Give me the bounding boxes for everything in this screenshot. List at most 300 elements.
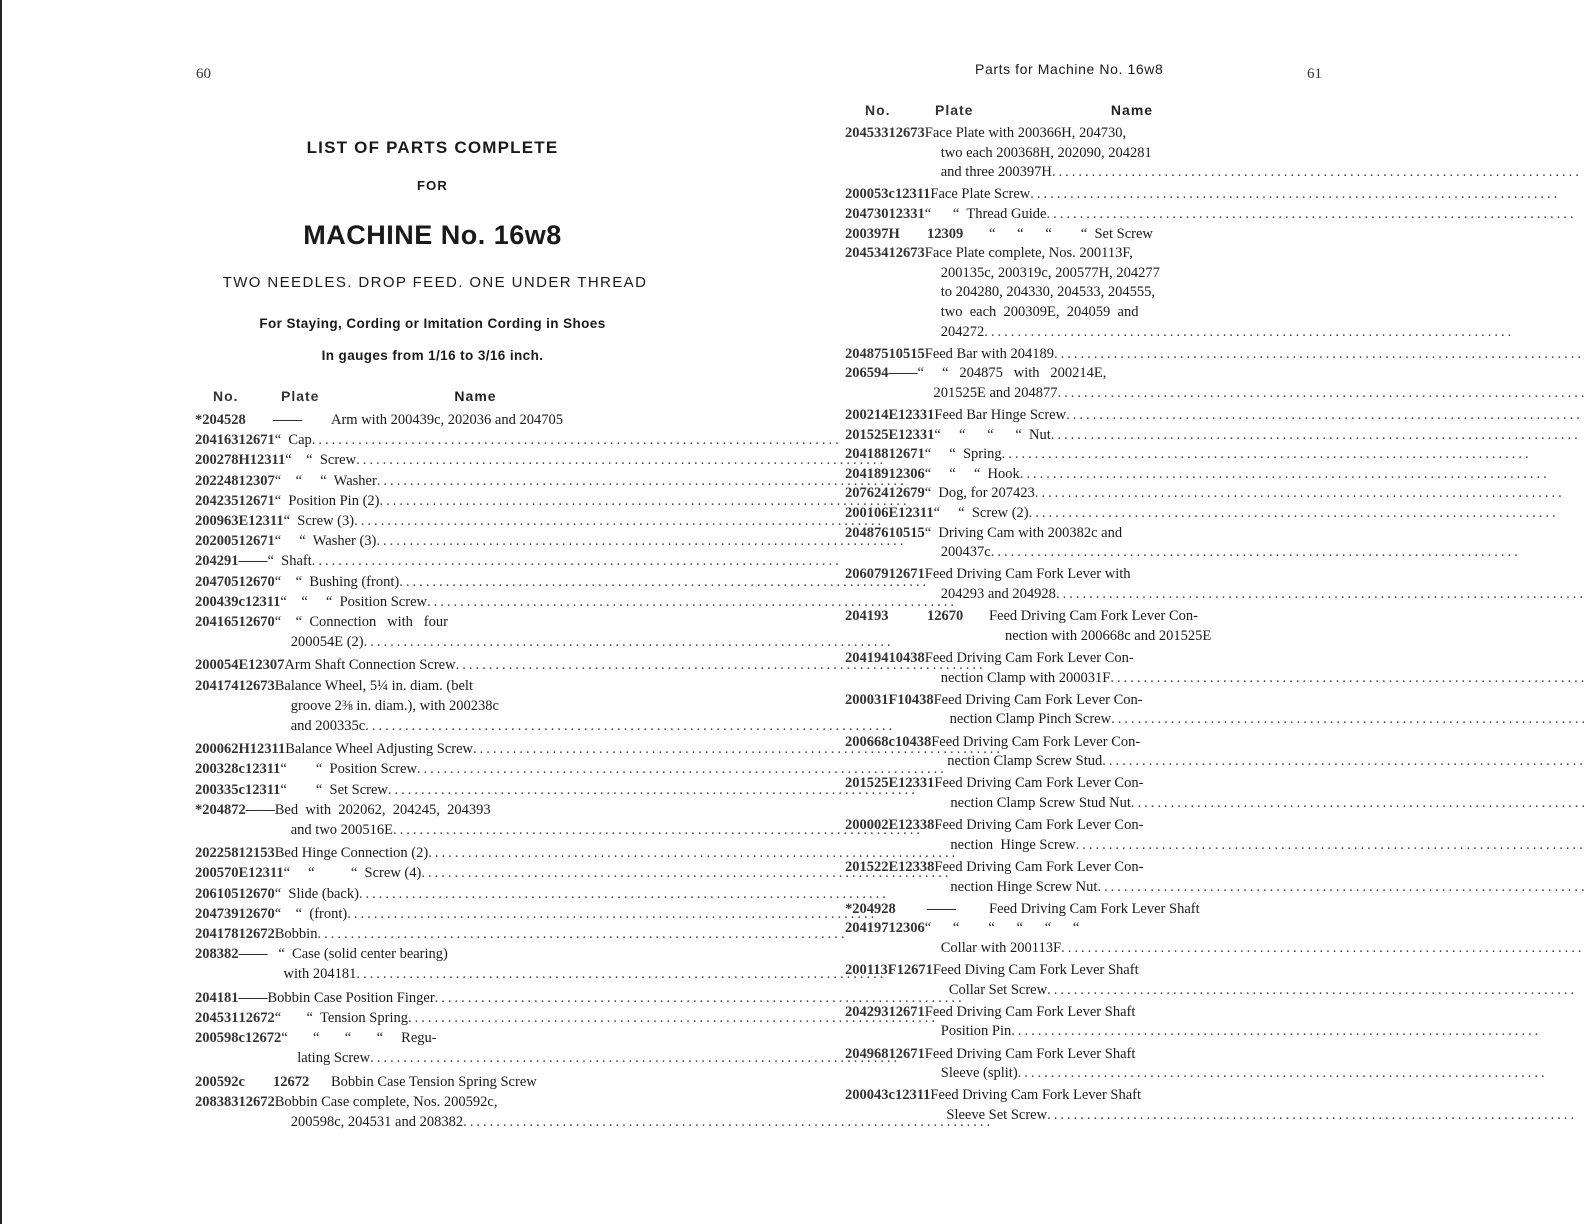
part-name xyxy=(925,445,1532,465)
part-number: 204188 xyxy=(845,446,889,463)
part-number: 200668c xyxy=(845,733,895,750)
part-name-text: Feed Driving Cam Fork Lever Shaft xyxy=(924,1045,1136,1062)
plate-number: 12311 xyxy=(244,781,281,798)
plate-number: 12311 xyxy=(249,741,286,758)
part-name xyxy=(989,900,1275,920)
plate-number: 12671 xyxy=(888,446,925,463)
part-number: 200002E xyxy=(845,817,899,834)
part-number: 200570E xyxy=(195,865,249,882)
plate-number: —— xyxy=(238,553,268,570)
part-name-line xyxy=(925,163,1582,183)
part-name-text: two each 200309E, 204059 and xyxy=(940,303,1139,320)
part-name-text: Feed Driving Cam Fork Lever Con- xyxy=(989,608,1199,625)
part-name-line xyxy=(925,543,1521,563)
part-name-line xyxy=(934,816,1584,836)
plate-number: 10515 xyxy=(888,345,925,362)
part-name xyxy=(280,780,918,800)
header-plate: Plate xyxy=(281,388,320,404)
part-name-line xyxy=(285,450,886,470)
part-name-text: Feed Bar with 204189 xyxy=(924,345,1055,362)
part-number: 204165 xyxy=(195,614,239,631)
table-row xyxy=(195,904,620,924)
table-row xyxy=(195,884,620,904)
dot-leader xyxy=(1046,205,1576,225)
parts-list-right xyxy=(845,102,1275,1128)
part-number: 208382 xyxy=(195,946,239,963)
part-name-text: to 204280, 204330, 204533, 204555, xyxy=(940,284,1156,301)
dot-leader xyxy=(1054,345,1584,365)
part-name-text: Feed Driving Cam Fork Lever with xyxy=(924,566,1131,583)
part-name xyxy=(925,484,1565,504)
part-name-line xyxy=(925,484,1565,504)
table-row xyxy=(845,124,1275,183)
part-name-line xyxy=(275,696,896,716)
dot-leader xyxy=(1102,752,1584,772)
dot-leader xyxy=(1020,465,1550,485)
part-name-line xyxy=(989,900,1275,920)
table-row xyxy=(195,471,620,491)
table-row xyxy=(195,944,620,984)
part-number: *204928 xyxy=(845,900,896,917)
table-row xyxy=(195,572,620,592)
part-name xyxy=(925,524,1521,563)
table-row xyxy=(845,225,1275,245)
header-no: No. xyxy=(865,102,891,118)
part-name xyxy=(934,426,1580,446)
part-name-text: Feed Driving Cam Fork Lever Shaft xyxy=(989,900,1200,917)
plate-number: 10515 xyxy=(888,524,925,541)
dot-leader xyxy=(312,430,842,450)
part-name-line xyxy=(925,323,1515,343)
plate-number: 12670 xyxy=(238,905,275,922)
plate-number: 12670 xyxy=(238,885,275,902)
part-name xyxy=(275,924,848,944)
part-number: 200328c xyxy=(195,761,245,778)
plate-number: —— xyxy=(245,801,275,818)
part-name-line xyxy=(918,384,1584,404)
part-number: 206079 xyxy=(845,566,889,583)
part-name xyxy=(925,919,1584,958)
part-name-text: “ “ Set Screw xyxy=(280,781,388,798)
part-name-line xyxy=(933,961,1577,981)
part-name-line xyxy=(275,531,907,551)
part-name-text: 200598c, 204531 and 208382 xyxy=(290,1113,464,1130)
part-name-line xyxy=(925,565,1584,585)
part-name xyxy=(275,904,877,924)
part-name-text: “ “ “ Washer xyxy=(274,472,377,489)
plate-number: —— xyxy=(927,900,956,917)
part-number: 204178 xyxy=(195,926,239,943)
part-name-text: Face Plate complete, Nos. 200113F, xyxy=(924,245,1133,262)
dot-leader xyxy=(1076,836,1584,856)
part-number: 200598c xyxy=(195,1030,245,1047)
plate-number: 12331 xyxy=(898,407,935,424)
dot-leader xyxy=(984,323,1514,343)
part-name-line xyxy=(925,283,1515,303)
part-name xyxy=(925,465,1550,485)
table-row xyxy=(195,450,620,470)
part-name xyxy=(281,1028,900,1068)
dot-leader xyxy=(1052,163,1582,183)
plate-number: 10438 xyxy=(894,733,932,750)
table-row xyxy=(845,484,1275,504)
part-name-text: Feed Driving Cam Fork Lever Con- xyxy=(934,817,1144,834)
part-name-text: two each 200368H, 202090, 204281 xyxy=(940,144,1152,161)
list-title-for: FOR xyxy=(416,178,449,193)
table-row xyxy=(195,612,620,652)
part-number: 201525E xyxy=(845,426,899,443)
part-name-line xyxy=(275,1008,938,1028)
part-name-text: Feed Driving Cam Fork Lever Con- xyxy=(924,650,1134,666)
part-name-line xyxy=(275,491,910,511)
plate-number: —— xyxy=(888,365,918,382)
part-name-line xyxy=(275,820,923,840)
part-number: 204235 xyxy=(195,492,239,509)
part-name-text: lating Screw xyxy=(297,1050,371,1067)
table-row xyxy=(845,445,1275,465)
part-name-line xyxy=(925,939,1584,959)
dot-leader xyxy=(1110,669,1584,689)
part-name xyxy=(275,430,842,450)
dot-leader xyxy=(377,471,907,491)
dot-leader xyxy=(354,511,884,531)
part-name-line xyxy=(918,364,1584,384)
table-row xyxy=(845,406,1275,426)
plate-number: 12311 xyxy=(248,513,284,530)
part-name-line xyxy=(275,572,929,592)
plate-number: 12671 xyxy=(888,1045,925,1062)
table-row xyxy=(845,691,1275,730)
part-number: 204875 xyxy=(845,345,889,362)
plate-number: 12306 xyxy=(888,920,925,937)
dot-leader xyxy=(1056,585,1584,605)
part-name xyxy=(275,676,896,737)
part-name-text: “ “ “ “ Set Screw xyxy=(989,225,1153,242)
plate-number: 12311 xyxy=(894,1087,931,1104)
part-name-line xyxy=(925,144,1582,164)
part-name-line xyxy=(934,836,1584,856)
part-name-text: “ “ (front) xyxy=(274,905,348,922)
part-name xyxy=(918,364,1584,403)
part-name-text: Bed Hinge Connection (2) xyxy=(274,845,429,862)
part-number: 202248 xyxy=(195,472,239,489)
part-name xyxy=(934,691,1584,730)
table-row xyxy=(845,364,1275,403)
part-name-text: “ “ Thread Guide xyxy=(924,205,1047,222)
part-number: 200053c xyxy=(845,186,895,203)
table-row xyxy=(195,430,620,450)
part-name-line xyxy=(925,303,1515,323)
part-name-text: Feed Driving Cam Fork Lever Con- xyxy=(933,691,1143,708)
part-name-line xyxy=(930,1106,1577,1126)
part-name xyxy=(275,531,907,551)
part-name-line xyxy=(275,612,894,632)
part-number: 202005 xyxy=(195,533,239,550)
part-name-text: nection Clamp with 200031F xyxy=(940,669,1111,686)
part-name xyxy=(285,450,886,470)
plate-number: 12307 xyxy=(238,472,275,489)
plate-number: 12153 xyxy=(238,845,275,862)
part-name xyxy=(925,1003,1542,1042)
part-name-text: Position Pin xyxy=(940,1023,1012,1040)
part-name-text: Collar Set Screw xyxy=(948,981,1048,998)
part-name-line xyxy=(931,752,1584,772)
part-name-text: Collar with 200113F xyxy=(940,939,1062,956)
part-name-line xyxy=(925,465,1550,485)
part-name-line xyxy=(934,691,1584,711)
part-number: 200439c xyxy=(195,593,245,610)
plate-number: —— xyxy=(238,946,268,963)
part-name xyxy=(934,504,1559,524)
part-name-text: “ Screw (3) xyxy=(283,513,355,530)
plate-number: 12671 xyxy=(238,432,275,449)
part-name-text: Sleeve Set Screw xyxy=(946,1107,1048,1123)
table-row xyxy=(195,531,620,551)
part-number: 200113F xyxy=(845,962,897,979)
part-name-text: “ Position Pin (2) xyxy=(274,492,380,509)
table-row xyxy=(195,655,620,675)
part-name-text: “ Dog, for 207423 xyxy=(924,485,1035,502)
part-name xyxy=(925,565,1584,604)
part-name-line xyxy=(925,345,1584,365)
plate-number: 12672 xyxy=(238,1009,275,1026)
part-name xyxy=(934,858,1584,897)
part-name-text: Feed Driving Cam Fork Lever Con- xyxy=(934,858,1144,875)
plate-number: 12673 xyxy=(888,125,925,141)
part-name-line xyxy=(934,426,1580,446)
part-name-text: “ “ Washer (3) xyxy=(274,533,377,550)
plate-number: 12670 xyxy=(238,614,275,631)
part-number: 204293 xyxy=(845,1003,889,1020)
part-name xyxy=(925,1045,1548,1084)
machine-subtitle: TWO NEEDLES. DROP FEED. ONE UNDER THREAD xyxy=(222,274,648,291)
part-name xyxy=(925,649,1584,688)
part-number: 200278H xyxy=(195,452,250,469)
plate-number: 12311 xyxy=(894,186,931,203)
part-name-text: and two 200516E xyxy=(290,822,394,839)
part-name xyxy=(925,345,1584,365)
part-name xyxy=(934,816,1584,855)
part-number: 200054E xyxy=(195,657,249,674)
part-number: 206594 xyxy=(845,365,889,382)
part-name xyxy=(275,1008,938,1028)
part-number: 204968 xyxy=(845,1045,889,1062)
part-name-line xyxy=(275,904,877,924)
part-name xyxy=(925,124,1582,183)
plate-number: 12673 xyxy=(238,677,275,694)
part-number: 200592c xyxy=(195,1073,245,1090)
part-number: 204730 xyxy=(845,205,889,222)
part-name-text: Balance Wheel, 5¼ in. diam. (belt xyxy=(274,677,473,694)
header-name: Name xyxy=(1110,102,1154,118)
plate-number: 12672 xyxy=(238,926,275,943)
part-number: 207624 xyxy=(845,485,889,502)
table-row xyxy=(845,649,1275,688)
part-number: 201525E xyxy=(845,775,899,792)
part-name xyxy=(268,551,842,571)
part-number: 200106E xyxy=(845,505,899,522)
part-name-text: “ “ 204875 with 200214E, xyxy=(917,365,1107,382)
part-name-line xyxy=(331,1072,620,1092)
part-name-text: Face Plate Screw xyxy=(930,186,1031,203)
part-name xyxy=(275,612,894,652)
part-name-line xyxy=(925,264,1515,284)
part-name-text: “ “ “ “ Nut xyxy=(934,426,1051,443)
part-name-line xyxy=(275,430,842,450)
table-row xyxy=(845,205,1275,225)
dot-leader xyxy=(1066,406,1584,426)
part-name-text: 200437c xyxy=(940,544,991,561)
dot-leader xyxy=(356,964,886,984)
part-name-text: “ Case (solid center bearing) xyxy=(267,946,448,963)
plate-number: 12306 xyxy=(888,465,925,482)
part-name-text: Feed Bar Hinge Screw xyxy=(934,407,1067,424)
part-name-text: “ “ Position Screw xyxy=(280,761,417,778)
table-row xyxy=(195,410,620,430)
part-number: 204189 xyxy=(845,465,889,482)
page-number-right: 61 xyxy=(1307,66,1322,82)
table-row xyxy=(195,739,620,759)
part-name-line xyxy=(934,774,1584,794)
part-name-text: Arm with 200439c, 202036 and 204705 xyxy=(331,412,563,428)
part-name-text: with 204181 xyxy=(283,966,357,983)
part-name-text: “ “ Spring xyxy=(924,446,1002,463)
table-row xyxy=(195,924,620,944)
part-number: 204531 xyxy=(195,1009,239,1026)
part-number: 200031F xyxy=(845,691,898,708)
part-name xyxy=(989,225,1275,245)
part-name-line xyxy=(925,649,1584,669)
dot-leader xyxy=(388,780,918,800)
plate-number: 10438 xyxy=(897,691,934,708)
plate-number: —— xyxy=(238,989,268,1006)
table-row xyxy=(845,1086,1275,1125)
plate-number: 12672 xyxy=(273,1073,310,1090)
part-name-text: Arm Shaft Connection Screw xyxy=(284,657,456,674)
table-row xyxy=(195,1072,620,1092)
part-name xyxy=(275,800,923,840)
part-name-line xyxy=(925,205,1577,225)
part-name-text: Feed Driving Cam Fork Lever Con- xyxy=(934,775,1144,792)
table-row xyxy=(195,592,620,612)
table-row xyxy=(845,185,1275,205)
table-row xyxy=(195,800,620,840)
dot-leader xyxy=(1131,794,1584,814)
part-name xyxy=(275,471,907,491)
dot-leader xyxy=(1035,484,1565,504)
plate-number: 12338 xyxy=(898,858,935,875)
part-name-line xyxy=(280,780,918,800)
part-name-text: Bobbin Case Position Finger xyxy=(267,989,435,1006)
part-name-text: “ “ “ Position Screw xyxy=(280,593,427,610)
part-name-text: “ Cap xyxy=(274,432,312,449)
plate-number: 12311 xyxy=(244,761,281,778)
plate-number: 12311 xyxy=(249,452,286,469)
part-name-text: “ “ “ Hook xyxy=(924,465,1020,482)
plate-number: 12331 xyxy=(888,205,925,222)
dot-leader xyxy=(359,884,889,904)
part-name-line xyxy=(925,1045,1548,1065)
part-name-text: “ “ Screw xyxy=(285,452,357,469)
part-name-line xyxy=(275,800,923,820)
part-name-line xyxy=(925,445,1532,465)
dot-leader xyxy=(1011,1022,1541,1042)
part-name-text: “ Shaft xyxy=(267,553,312,570)
part-name xyxy=(284,511,884,531)
plate-number: 12671 xyxy=(888,1003,925,1020)
plate-number: —— xyxy=(273,412,302,428)
header-no: No. xyxy=(213,388,239,404)
part-name-text: “ “ “ “ Regu- xyxy=(281,1030,437,1047)
table-row xyxy=(195,780,620,800)
part-name-text: Sleeve (split) xyxy=(940,1065,1018,1082)
dot-leader xyxy=(356,450,886,470)
part-name xyxy=(934,774,1584,813)
part-name-text: and 200335c xyxy=(290,718,366,735)
plate-number: 12670 xyxy=(238,573,275,590)
part-name xyxy=(331,410,620,430)
part-number: 204876 xyxy=(845,524,889,541)
part-name-line xyxy=(268,551,842,571)
part-number: 200043c xyxy=(845,1087,895,1104)
plate-number: 12307 xyxy=(248,657,285,674)
dot-leader xyxy=(1047,1106,1577,1126)
part-name-text: “ Slide (back) xyxy=(274,885,359,902)
part-name xyxy=(275,572,929,592)
part-name-line xyxy=(989,225,1275,245)
part-name xyxy=(268,944,887,984)
part-name-line xyxy=(989,627,1275,647)
part-name xyxy=(275,491,910,511)
dot-leader xyxy=(312,551,842,571)
part-name-line xyxy=(934,504,1559,524)
part-name-text: nection Hinge Screw xyxy=(950,836,1076,853)
part-name-line xyxy=(281,1048,900,1068)
table-row xyxy=(845,524,1275,563)
plate-number: 12331 xyxy=(898,426,935,443)
part-name-line xyxy=(989,607,1275,627)
part-name-line xyxy=(925,1022,1542,1042)
part-name-line xyxy=(925,244,1515,264)
part-name-line xyxy=(925,1003,1542,1023)
plate-number: 12309 xyxy=(927,225,964,242)
part-name xyxy=(933,961,1577,1000)
part-name-line xyxy=(934,878,1584,898)
part-name-text: nection Clamp Screw Stud xyxy=(947,753,1103,770)
part-number: 204739 xyxy=(195,905,239,922)
part-name-text: 200135c, 200319c, 200577H, 204277 xyxy=(940,264,1160,281)
part-number: 204194 xyxy=(845,650,889,666)
part-name-text: Feed Driving Cam Fork Lever Con- xyxy=(931,733,1141,750)
dot-leader xyxy=(1051,426,1581,446)
part-number: 200062H xyxy=(195,741,250,758)
part-name-line xyxy=(933,981,1577,1001)
part-name-line xyxy=(925,1064,1548,1084)
table-row xyxy=(195,551,620,571)
dot-leader xyxy=(365,716,895,736)
part-name xyxy=(930,1086,1577,1125)
plate-number: 12679 xyxy=(888,485,925,502)
part-name-line xyxy=(925,669,1584,689)
part-name-line xyxy=(930,1086,1577,1106)
dot-leader xyxy=(991,543,1521,563)
dot-leader xyxy=(1097,878,1584,898)
part-name-text: 201525E and 204877 xyxy=(933,384,1058,401)
dot-leader xyxy=(1047,981,1577,1001)
part-number: 204533 xyxy=(845,125,889,141)
part-name-text: nection Clamp Screw Stud Nut xyxy=(950,794,1131,811)
dot-leader xyxy=(1018,1064,1548,1084)
